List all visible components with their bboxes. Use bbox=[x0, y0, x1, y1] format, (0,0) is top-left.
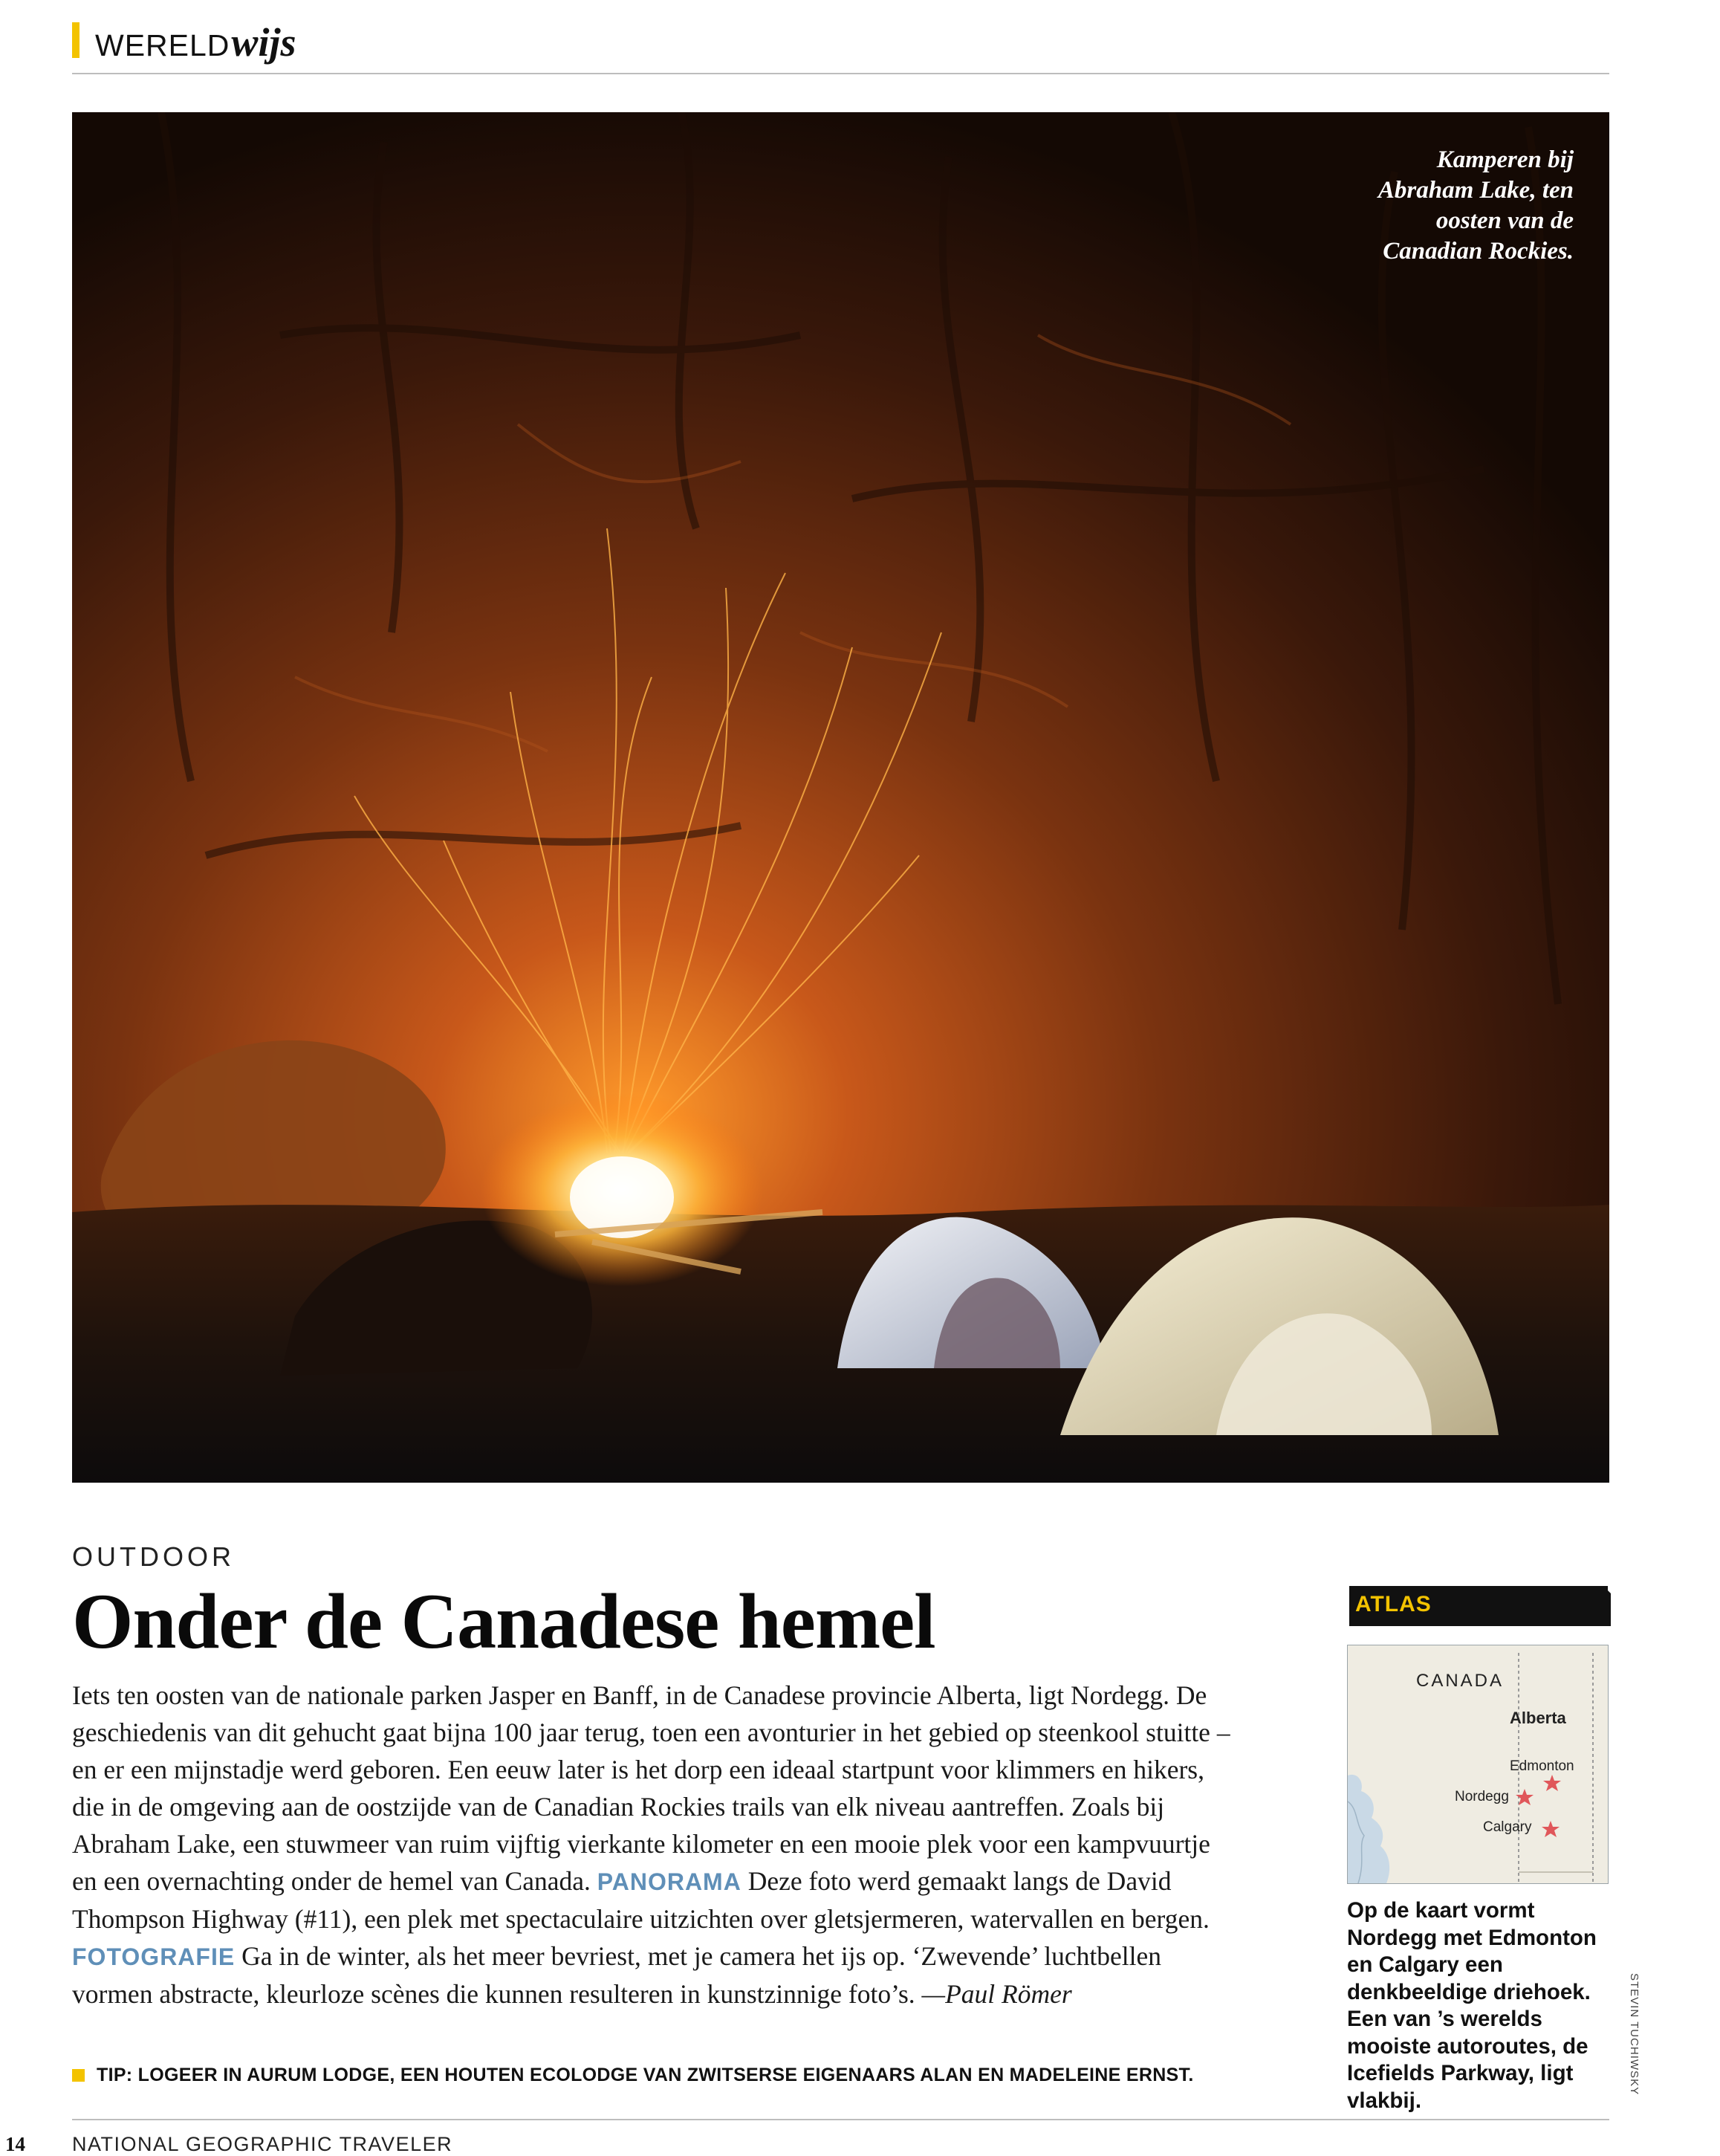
photo-credit: STEVIN TUCHIWSKY bbox=[1628, 1973, 1641, 2096]
section-title-script: wijs bbox=[231, 20, 296, 65]
article-kicker: OUTDOOR bbox=[72, 1541, 235, 1572]
footer-divider bbox=[72, 2119, 1609, 2120]
campfire-scene-illustration bbox=[72, 112, 1609, 1483]
atlas-caption: Op de kaart vormt Nordegg met Edmonton en Calgary een denkbeeldige driehoek. Een van ’s werelds mooiste autoroutes, de Icefields Parkway, ligt vlakbij. bbox=[1347, 1898, 1597, 2113]
atlas-label: ATLAS bbox=[1355, 1592, 1432, 1616]
section-accent-bar bbox=[72, 22, 79, 58]
hero-photo bbox=[72, 112, 1609, 1483]
atlas-tab-corner bbox=[1594, 1586, 1611, 1626]
map-label-nordegg: Nordegg bbox=[1455, 1789, 1509, 1804]
tip-row bbox=[72, 2065, 1194, 2086]
map-label-canada: CANADA bbox=[1416, 1671, 1505, 1691]
section-header bbox=[95, 19, 296, 64]
map-label-edmonton: Edmonton bbox=[1510, 1758, 1574, 1774]
body-fotografie: Ga in de winter, als het meer bevriest, met je camera het ijs op. ‘Zwevende’ luchtbellen vormen abstracte, kleurloze scènes die kunnen resulteren in kunstzinnige foto’s. bbox=[72, 1941, 1162, 2009]
article-headline: Onder de Canadese hemel bbox=[72, 1578, 935, 1665]
atlas-map bbox=[1347, 1645, 1609, 1884]
tip-bullet-icon bbox=[72, 2069, 85, 2082]
byline: —Paul Römer bbox=[921, 1979, 1072, 2009]
map-label-alberta: Alberta bbox=[1510, 1709, 1566, 1727]
page-number: 14 bbox=[5, 2133, 25, 2155]
article-body bbox=[72, 1677, 1231, 2013]
magazine-name: NATIONAL GEOGRAPHIC TRAVELER bbox=[72, 2133, 453, 2155]
section-title-main: WERELD bbox=[95, 28, 230, 62]
label-fotografie: FOTOGRAFIE bbox=[72, 1943, 236, 1970]
body-intro: Iets ten oosten van de nationale parken Jasper en Banff, in de Canadese provincie Alberta, ligt Nordegg. De geschiedenis van dit gehucht gaat bijna 100 jaar terug, toen een avonturier in het gebied op steenkool stuitte – en er een mijnstadje werd geboren. Een eeuw later is het dorp een ideaal startpunt voor klimmers en hikers, die in de omgeving aan de oostzijde van de Canadian Rockies trails van elk niveau aantreffen. Zoals bij Abraham Lake, een stuwmeer van ruim vijftig vierkante kilometer en een mooie plek voor een kampvuurtje en een overnachting onder de hemel van Canada. bbox=[72, 1680, 1230, 1896]
header-divider bbox=[72, 73, 1609, 74]
photo-caption: Kamperen bij Abraham Lake, ten oosten van de Canadian Rockies. bbox=[1377, 146, 1574, 265]
map-label-calgary: Calgary bbox=[1483, 1819, 1532, 1835]
tip-text: TIP: LOGEER IN AURUM LODGE, EEN HOUTEN ECOLODGE VAN ZWITSERSE EIGENAARS ALAN EN MADELEINE ERNST. bbox=[97, 2065, 1194, 2085]
body-panorama: Deze foto werd gemaakt langs de David Thompson Highway (#11), een plek met spectaculaire uitzichten over gletsjermeren, watervallen en bergen. bbox=[72, 1866, 1210, 1934]
label-panorama: PANORAMA bbox=[597, 1868, 741, 1895]
